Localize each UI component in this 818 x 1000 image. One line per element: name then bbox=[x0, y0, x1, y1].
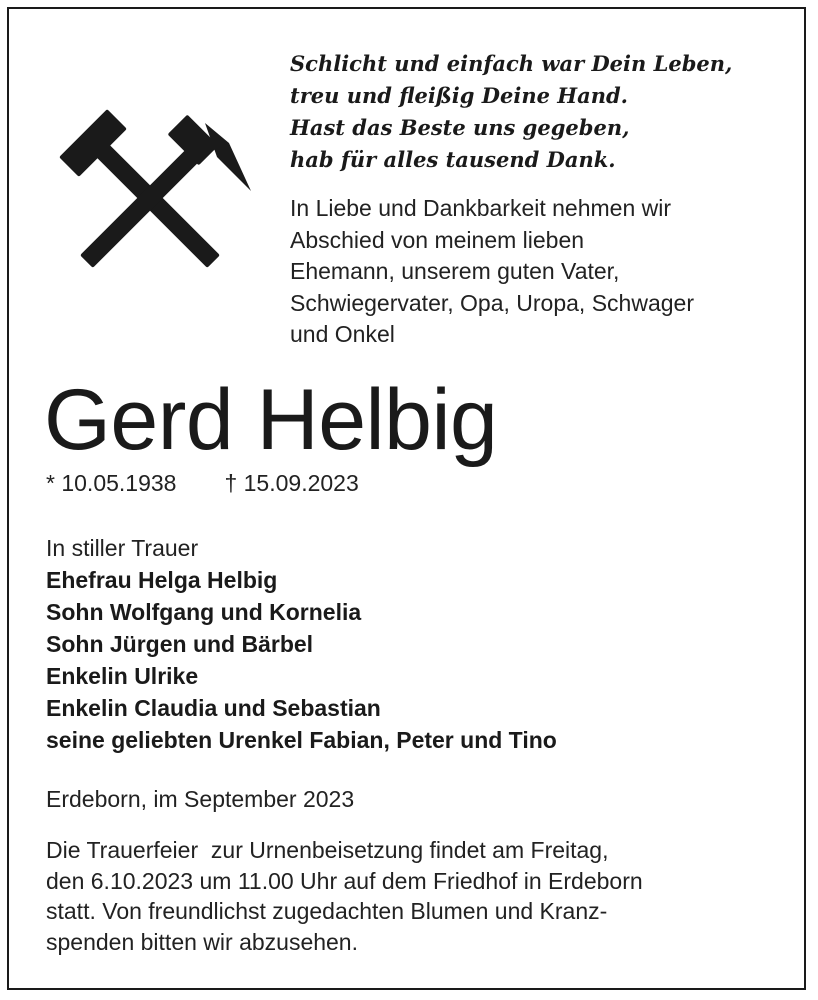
funeral-line: statt. Von freundlichst zugedachten Blumen und Kranz- bbox=[46, 898, 608, 924]
mourner-entry: Sohn Jürgen und Bärbel bbox=[46, 631, 314, 657]
deceased-name: Gerd Helbig bbox=[44, 372, 498, 468]
funeral-details bbox=[46, 835, 786, 957]
poem-line: hab für alles tausend Dank. bbox=[290, 147, 616, 172]
farewell-text bbox=[290, 193, 805, 351]
mourner-entry: Enkelin Ulrike bbox=[46, 663, 199, 689]
farewell-line: und Onkel bbox=[290, 321, 395, 347]
memorial-poem bbox=[290, 48, 800, 176]
mourners-list bbox=[46, 532, 786, 756]
mourner-entry: Sohn Wolfgang und Kornelia bbox=[46, 599, 362, 625]
mourner-entry: Enkelin Claudia und Sebastian bbox=[46, 695, 381, 721]
mourner-entry: Ehefrau Helga Helbig bbox=[46, 567, 278, 593]
poem-line: treu und fleißig Deine Hand. bbox=[290, 83, 628, 108]
farewell-line: In Liebe und Dankbarkeit nehmen wir bbox=[290, 195, 672, 221]
poem-line: Hast das Beste uns gegeben, bbox=[290, 115, 630, 140]
birth-date: * 10.05.1938 bbox=[46, 470, 177, 496]
hammer-and-pick-icon bbox=[45, 95, 255, 290]
mourner-entry: seine geliebten Urenkel Fabian, Peter und Tino bbox=[46, 727, 557, 753]
farewell-line: Abschied von meinem lieben bbox=[290, 226, 585, 253]
farewell-line: Ehemann, unserem guten Vater, bbox=[290, 258, 620, 284]
mourning-heading: In stiller Trauer bbox=[46, 535, 199, 561]
death-date: † 15.09.2023 bbox=[224, 470, 359, 496]
life-dates bbox=[46, 468, 359, 498]
funeral-line: spenden bitten wir abzusehen. bbox=[46, 928, 358, 955]
poem-line: Schlicht und einfach war Dein Leben, bbox=[290, 51, 733, 76]
farewell-line: Schwiegervater, Opa, Uropa, Schwager bbox=[290, 289, 694, 316]
funeral-line: den 6.10.2023 um 11.00 Uhr auf dem Friedhof in Erdeborn bbox=[46, 867, 643, 894]
funeral-line: Die Trauerfeier zur Urnenbeisetzung findet am Freitag, bbox=[46, 837, 609, 863]
place-and-date: Erdeborn, im September 2023 bbox=[46, 786, 355, 812]
